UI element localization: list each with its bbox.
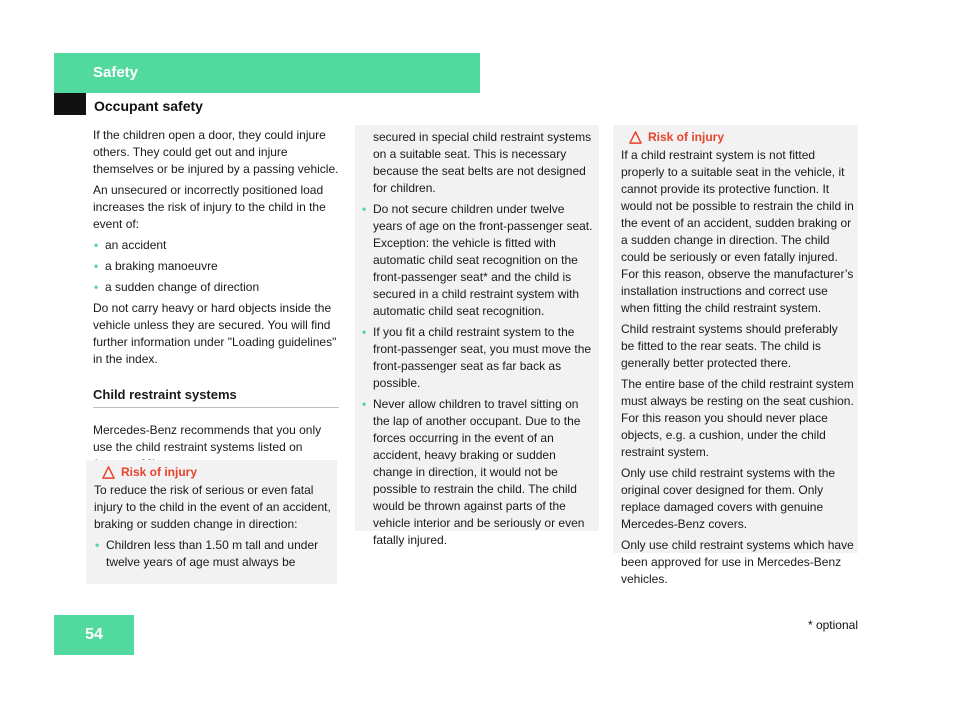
header-marker bbox=[54, 93, 86, 115]
bullet-icon: • bbox=[362, 397, 367, 411]
bullet-icon: • bbox=[94, 238, 99, 252]
footnote: * optional bbox=[807, 618, 858, 632]
warning-box-continued bbox=[355, 125, 599, 547]
paragraph: Mercedes-Benz recommends that you only use the child restraint systems listed on bbox=[93, 423, 322, 454]
bullet-icon: • bbox=[94, 280, 99, 294]
list-item: • an accident bbox=[94, 238, 167, 252]
list-item: • Do not secure children under twelve years of age on the front-passenger seat. Exception: the vehicle is fitted with automatic child seat recognition on the front-passenger seat* and the child is secured in a child restraint system with automatic child seat recognition. bbox=[362, 202, 593, 318]
paragraph: The entire base of the child restraint system must always be resting on the seat cushion. For this reason you should never place objects, e.g. a cushion, under the child restraint system. bbox=[621, 377, 854, 459]
list-item: • a braking manoeuvre bbox=[94, 259, 218, 273]
warning-box bbox=[86, 460, 337, 584]
bullet-icon: • bbox=[362, 325, 367, 339]
warning-box-2 bbox=[613, 125, 858, 586]
paragraph: To reduce the risk of serious or even fatal injury to the child in the event of an accident, braking or sudden change in direction: bbox=[94, 483, 331, 531]
paragraph: If the children open a door, they could injure others. They could get out and injure themselves or be injured by a passing vehicle. bbox=[93, 128, 339, 176]
bullet-icon: • bbox=[362, 202, 367, 216]
list-item: • Never allow children to travel sitting on the lap of another occupant. Due to the forces occurring in the event of an accident, heavy braking or sudden change in direction, it would not be possible to restrain the child. The child would be thrown against parts of the vehicle interior and be seriously or even fatally injured. bbox=[362, 397, 585, 547]
page-title: Occupant safety bbox=[94, 98, 203, 114]
paragraph: secured in special child restraint systems on a suitable seat. This is necessary because the seat belts are not designed for children. bbox=[373, 130, 592, 195]
paragraph: Do not carry heavy or hard objects inside the vehicle unless they are secured. You will find further information under "Loading guidelines" in the index. bbox=[93, 301, 337, 366]
paragraph: Only use child restraint systems with the original cover designed for them. Only replace damaged covers with genuine Mercedes-Benz covers. bbox=[621, 466, 836, 531]
paragraph: Child restraint systems should preferably be fitted to the rear seats. The child is generally better protected there. bbox=[621, 322, 838, 370]
bullet-icon: • bbox=[95, 538, 100, 552]
paragraph: An unsecured or incorrectly positioned load increases the risk of injury to the child in the event of: bbox=[93, 183, 326, 231]
column-1 bbox=[93, 127, 339, 372]
page-number: 54 bbox=[54, 615, 134, 655]
list-item: • If you fit a child restraint system to the front-passenger seat, you must move the front-passenger seat as far back as possible. bbox=[362, 325, 592, 390]
paragraph: If a child restraint system is not fitted properly to a suitable seat in the vehicle, it cannot provide its protective function. It would not be possible to restrain the child in the event of an accident, sudden braking or a sudden change in direction. The child could be seriously or even fatally injured. For this reason, observe the manufacturer’s installation instructions and correct use when fitting the child restraint system. bbox=[621, 148, 854, 315]
paragraph: Only use child restraint systems which have been approved for use in Mercedes-Benz vehicles. bbox=[621, 538, 854, 586]
section-title: Safety bbox=[93, 64, 139, 81]
list-item: • Children less than 1.50 m tall and under twelve years of age must always be bbox=[95, 538, 319, 569]
warning-heading: Risk of injury bbox=[621, 129, 854, 146]
section-heading: Child restraint systems bbox=[93, 386, 339, 408]
warning-triangle-icon bbox=[629, 131, 642, 144]
bullet-icon: • bbox=[94, 259, 99, 273]
warning-heading: Risk of injury bbox=[94, 464, 331, 481]
warning-triangle-icon bbox=[102, 466, 115, 479]
list-item: • a sudden change of direction bbox=[94, 280, 260, 294]
